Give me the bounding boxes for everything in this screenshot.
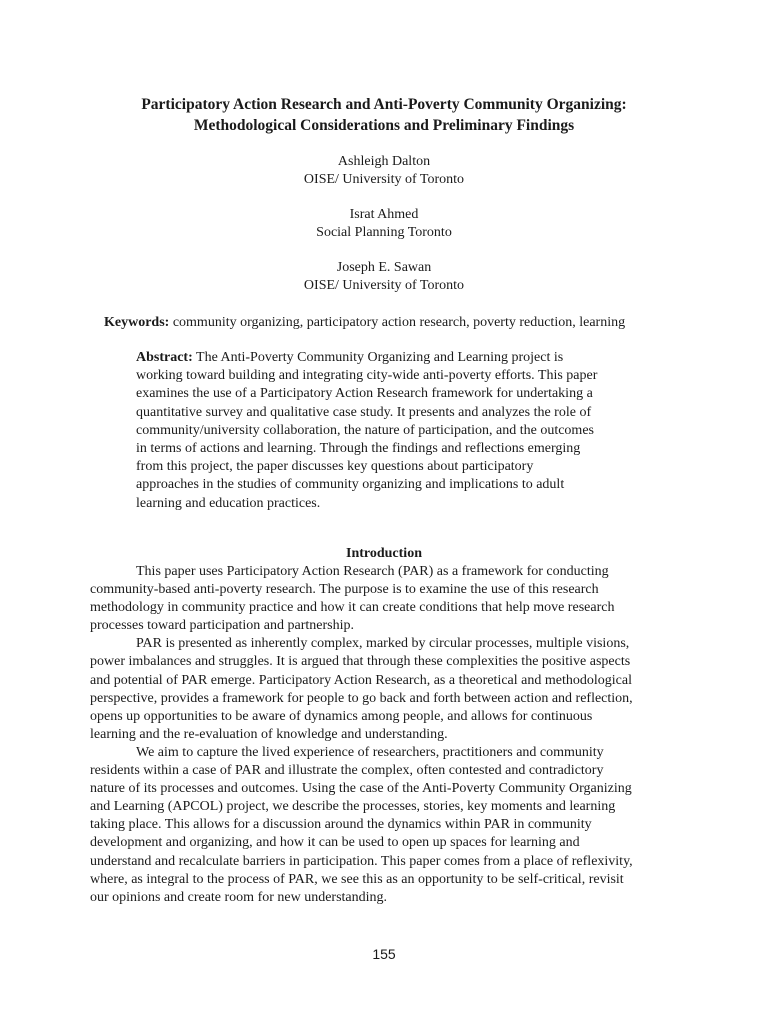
body-line: and potential of PAR emerge. Participatory Action Research, as a theoretical and methodological (90, 672, 632, 688)
keywords-text: community organizing, participatory action research, poverty reduction, learning (172, 315, 626, 330)
body-line: development and organizing, and how it can be used to open up spaces for learning and (90, 835, 580, 851)
title-line: Methodological Considerations and Preliminary Findings (193, 117, 575, 134)
page-number: 155 (372, 946, 396, 962)
keywords-label: Keywords: (104, 315, 170, 330)
abstract (136, 349, 636, 513)
body-line: processes toward participation and partnership. (90, 618, 354, 634)
introduction-body (90, 563, 680, 907)
author-affiliation: OISE/ University of Toronto (303, 278, 465, 293)
abstract-line: working toward building and integrating city-wide anti-poverty efforts. This paper (136, 368, 598, 384)
body-line: where, as integral to the process of PAR, we see this as an opportunity to be self-critical, revisit (90, 871, 624, 887)
abstract-line (136, 349, 636, 367)
author-name: Ashleigh Dalton (337, 154, 431, 169)
abstract-line: from this project, the paper discusses key questions about participatory (136, 459, 534, 475)
title-line: Participatory Action Research and Anti-Poverty Community Organizing: (141, 96, 627, 113)
body-line: nature of its processes and outcomes. Using the case of the Anti-Poverty Community Organizing (90, 781, 632, 797)
body-line: residents within a case of PAR and illustrate the complex, often contested and contradictory (90, 763, 604, 779)
body-line: We aim to capture the lived experience of researchers, practitioners and community (136, 744, 604, 760)
abstract-line: examines the use of a Participatory Action Research framework for undertaking a (136, 386, 593, 402)
body-line: methodology in community practice and how it can create conditions that help move research (90, 600, 615, 616)
abstract-line: learning and education practices. (136, 495, 321, 511)
author-affiliation: Social Planning Toronto (316, 225, 452, 240)
body-line: PAR is presented as inherently complex, marked by circular processes, multiple visions, (136, 636, 630, 652)
body-line: power imbalances and struggles. It is argued that through these complexities the positive aspects (90, 654, 631, 670)
abstract-line: quantitative survey and qualitative case study. It presents and analyzes the role of (136, 404, 592, 420)
abstract-text: The Anti-Poverty Community Organizing and Learning project is (196, 350, 564, 365)
author-block (0, 259, 768, 295)
paper-title (60, 94, 708, 136)
author-block (0, 206, 768, 242)
abstract-line: approaches in the studies of community organizing and implications to adult (136, 477, 565, 493)
abstract-line: in terms of actions and learning. Through the findings and reflections emerging (136, 441, 581, 457)
body-line: and Learning (APCOL) project, we describe the processes, stories, key moments and learning (90, 799, 616, 815)
body-line: understand and recalculate barriers in participation. This paper comes from a place of reflexivity, (90, 853, 633, 869)
abstract-line: community/university collaboration, the nature of participation, and the outcomes (136, 422, 594, 438)
abstract-label: Abstract: (136, 350, 193, 365)
author-name: Israt Ahmed (349, 207, 419, 222)
author-name: Joseph E. Sawan (336, 260, 432, 275)
keywords (104, 314, 625, 332)
body-line: our opinions and create room for new understanding. (90, 889, 388, 905)
body-line: opens up opportunities to be aware of dynamics among people, and allows for continuous (90, 708, 593, 724)
body-line: learning and the re-evaluation of knowledge and understanding. (90, 726, 448, 742)
body-line: taking place. This allows for a discussion around the dynamics within PAR in community (90, 817, 592, 833)
section-heading: Introduction (346, 546, 422, 561)
body-line: This paper uses Participatory Action Research (PAR) as a framework for conducting (136, 564, 609, 579)
author-block (0, 153, 768, 189)
body-line: perspective, provides a framework for people to go back and forth between action and reflection, (90, 690, 633, 706)
author-affiliation: OISE/ University of Toronto (303, 172, 465, 187)
body-line: community-based anti-poverty research. The purpose is to examine the use of this research (90, 582, 599, 598)
